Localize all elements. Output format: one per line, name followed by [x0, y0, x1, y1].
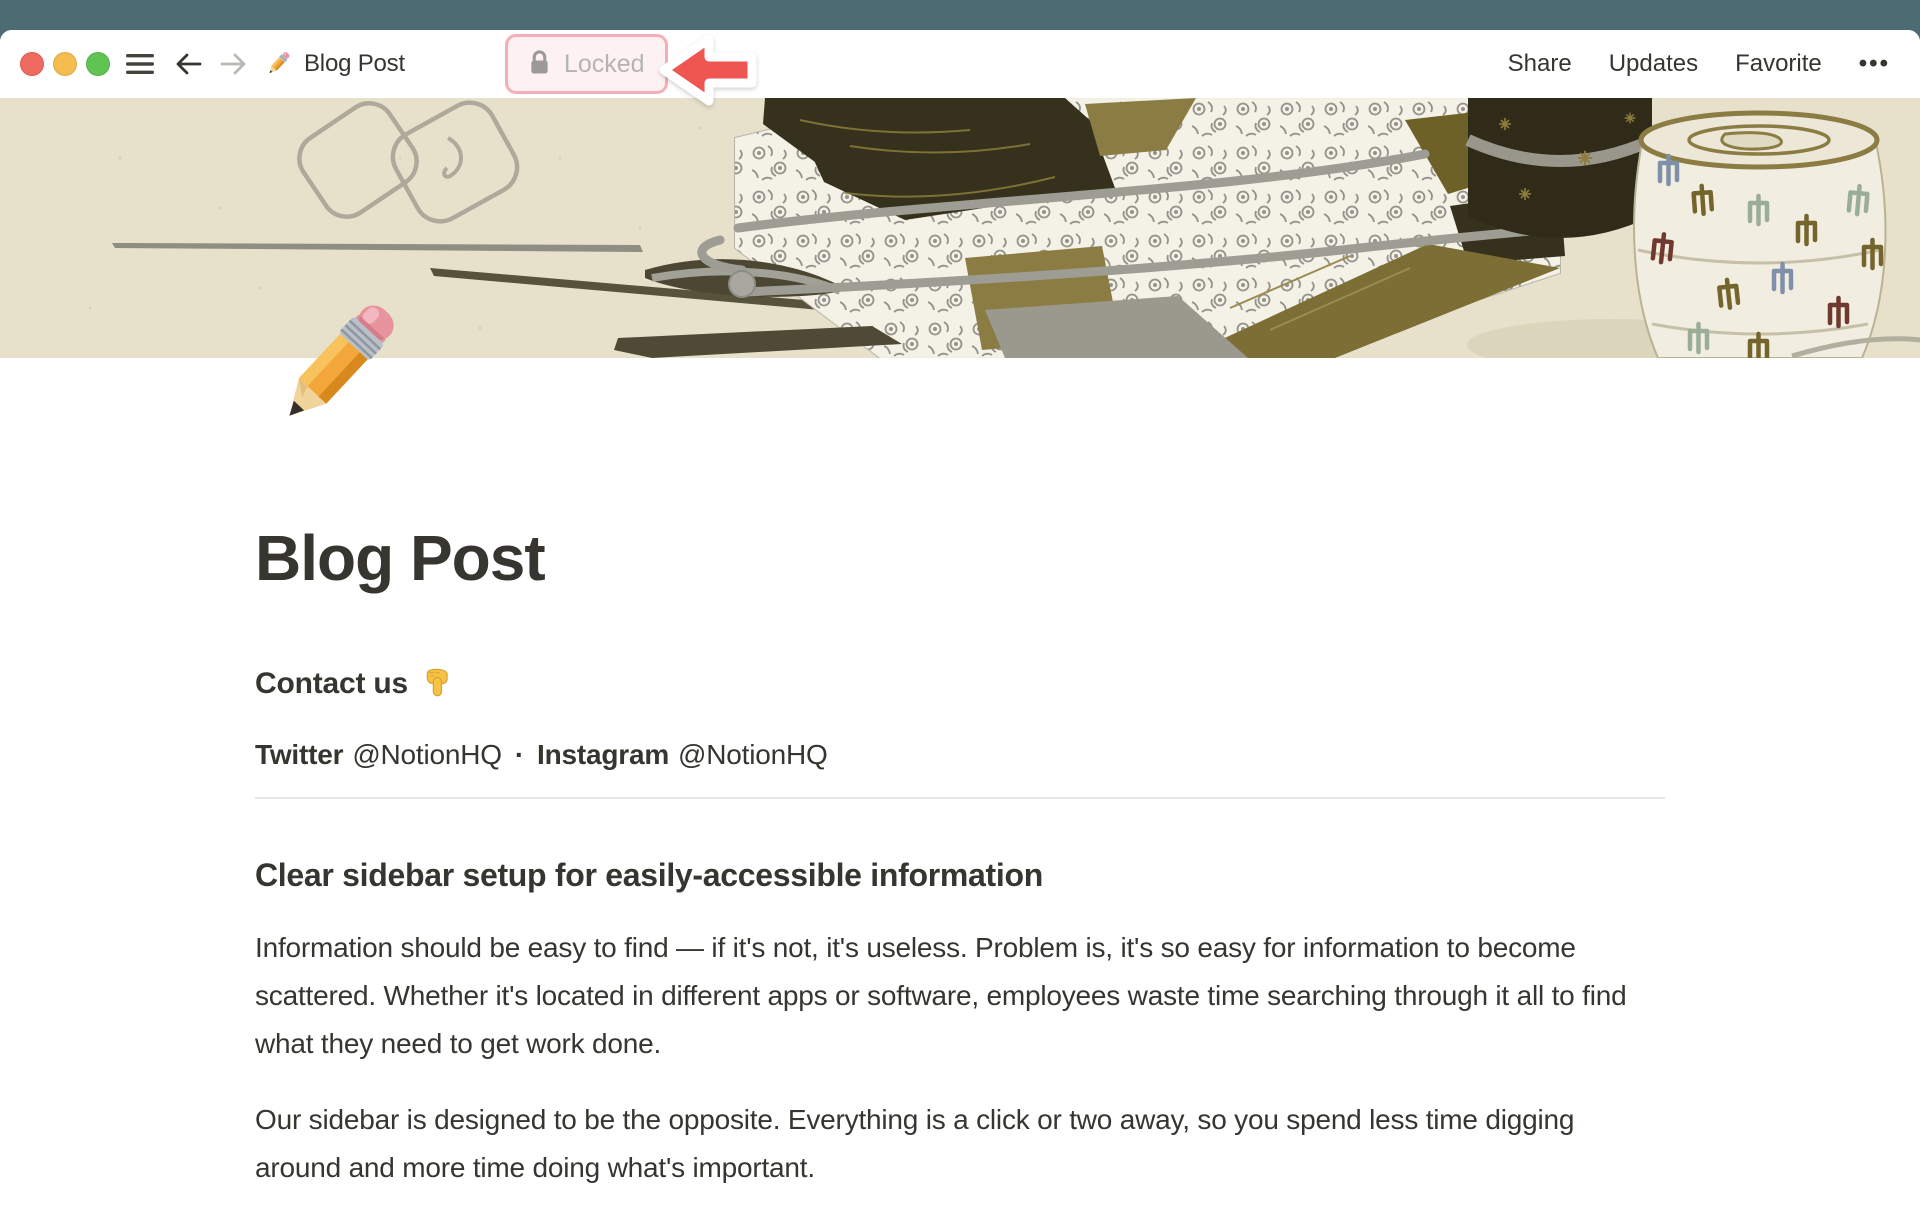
sidebar-toggle-icon[interactable]	[126, 54, 154, 74]
instagram-label: Instagram	[537, 739, 670, 770]
app-window	[0, 30, 1920, 1228]
locked-button[interactable]	[505, 34, 668, 94]
pencil-emoji-icon	[262, 48, 294, 80]
contact-heading-row	[255, 665, 1680, 703]
twitter-label: Twitter	[255, 739, 344, 770]
section-heading: Clear sidebar setup for easily-accessible information	[255, 857, 1043, 893]
updates-button[interactable]: Updates	[1608, 50, 1699, 77]
paragraph: Information should be easy to find — if it's not, it's useless. Problem is, it's so easy for information to become scattered. Whether it's located in different apps or software, employees waste time searching through it all to find what they need to get work done.	[255, 932, 1627, 1059]
lock-icon	[528, 48, 551, 80]
twitter-handle: @NotionHQ	[352, 739, 502, 770]
forward-button[interactable]	[218, 50, 248, 78]
instagram-handle: @NotionHQ	[678, 739, 828, 770]
divider	[255, 797, 1665, 799]
contact-heading: Contact us	[255, 667, 409, 700]
paragraph: Our sidebar is designed to be the opposite. Everything is a click or two away, so you spend less time digging around and more time doing what's important.	[255, 1104, 1575, 1183]
back-button[interactable]	[174, 50, 204, 78]
point-down-emoji-icon	[420, 665, 453, 703]
close-button[interactable]	[20, 52, 44, 76]
traffic-lights	[20, 52, 110, 76]
toolbar	[0, 30, 1920, 98]
page-body	[0, 358, 1680, 1192]
zoom-button[interactable]	[86, 52, 110, 76]
breadcrumb-page-title[interactable]: Blog Post	[304, 50, 405, 77]
page-icon-pencil-emoji[interactable]	[250, 284, 418, 452]
page-title: Blog Post	[255, 522, 545, 594]
minimize-button[interactable]	[53, 52, 77, 76]
separator-dot: ·	[514, 739, 524, 770]
share-button[interactable]: Share	[1507, 50, 1572, 77]
favorite-button[interactable]: Favorite	[1735, 50, 1822, 77]
social-links-line	[255, 739, 1680, 771]
toolbar-actions	[1508, 50, 1920, 78]
more-options-button[interactable]: •••	[1858, 50, 1890, 77]
locked-button-label: Locked	[563, 49, 645, 78]
